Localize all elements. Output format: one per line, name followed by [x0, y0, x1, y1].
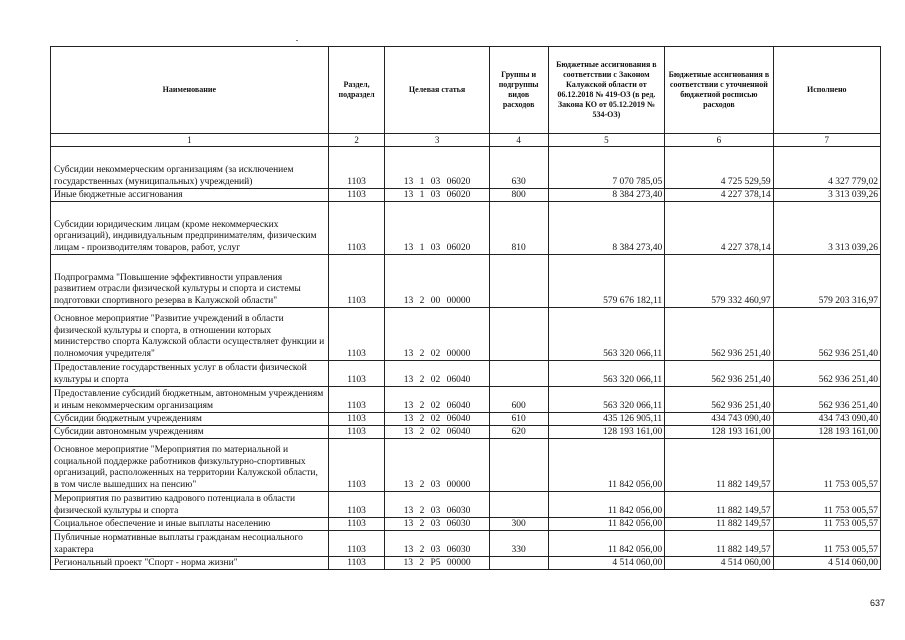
row-section: 1103 [328, 413, 385, 426]
row-refined-amount: 4 514 060,00 [665, 557, 773, 570]
row-target: 13 2 02 00000 [385, 308, 489, 361]
header-section: Раздел, подраздел [328, 47, 385, 134]
row-name: Основное мероприятие "Мероприятия по материальной и социальной поддержке работников физкультурно-спортивных организаций, расположенных на территории Калужской области, в том числе вышедших на пенсию" [51, 439, 329, 492]
row-executed-amount: 434 743 090,40 [773, 413, 880, 426]
row-target: 13 2 02 06040 [385, 387, 489, 413]
row-section: 1103 [328, 202, 385, 255]
row-target: 13 2 03 06030 [385, 531, 489, 557]
row-law-amount: 8 384 273,40 [548, 202, 665, 255]
table-row [51, 202, 881, 255]
row-refined-amount: 128 193 161,00 [665, 426, 773, 439]
row-law-amount: 7 070 785,05 [548, 147, 665, 189]
row-law-amount: 128 193 161,00 [548, 426, 665, 439]
table-row [51, 308, 881, 361]
table-row [51, 387, 881, 413]
row-name: Социальное обеспечение и иные выплаты населению [51, 518, 329, 531]
row-target: 13 2 02 06040 [385, 361, 489, 387]
row-refined-amount: 11 882 149,57 [665, 531, 773, 557]
column-number-row [51, 134, 881, 147]
row-executed-amount: 11 753 005,57 [773, 531, 880, 557]
table-row [51, 147, 881, 189]
budget-table-sheet [50, 46, 881, 570]
row-executed-amount: 11 753 005,57 [773, 518, 880, 531]
row-law-amount: 579 676 182,11 [548, 255, 665, 308]
row-refined-amount: 4 227 378,14 [665, 202, 773, 255]
col-number: 5 [548, 134, 665, 147]
row-group [489, 439, 548, 492]
table-row [51, 413, 881, 426]
row-section: 1103 [328, 426, 385, 439]
table-row [51, 492, 881, 518]
row-law-amount: 563 320 066,11 [548, 361, 665, 387]
row-refined-amount: 562 936 251,40 [665, 308, 773, 361]
row-executed-amount: 562 936 251,40 [773, 308, 880, 361]
row-group: 610 [489, 413, 548, 426]
row-section: 1103 [328, 255, 385, 308]
row-executed-amount: 579 203 316,97 [773, 255, 880, 308]
row-group: 630 [489, 147, 548, 189]
row-law-amount: 11 842 056,00 [548, 531, 665, 557]
col-number: 6 [665, 134, 773, 147]
row-law-amount: 4 514 060,00 [548, 557, 665, 570]
row-group [489, 308, 548, 361]
row-target: 13 2 00 00000 [385, 255, 489, 308]
header-law-allocations: Бюджетные ассигнования в соответствии с Законом Калужской области от 06.12.2018 № 419-ОЗ (в ред. Закона КО от 05.12.2019 № 534-ОЗ) [548, 47, 665, 134]
row-target: 13 1 03 06020 [385, 147, 489, 189]
row-executed-amount: 4 514 060,00 [773, 557, 880, 570]
table-row [51, 557, 881, 570]
row-executed-amount: 3 313 039,26 [773, 189, 880, 202]
row-law-amount: 11 842 056,00 [548, 439, 665, 492]
row-group [489, 557, 548, 570]
table-row [51, 255, 881, 308]
row-group [489, 255, 548, 308]
row-refined-amount: 4 725 529,59 [665, 147, 773, 189]
row-law-amount: 8 384 273,40 [548, 189, 665, 202]
row-name: Мероприятия по развитию кадрового потенциала в области физической культуры и спорта [51, 492, 329, 518]
col-number: 7 [773, 134, 880, 147]
col-number: 1 [51, 134, 329, 147]
row-name: Субсидии бюджетным учреждениям [51, 413, 329, 426]
scan-speck [296, 40, 298, 41]
row-name: Региональный проект "Спорт - норма жизни" [51, 557, 329, 570]
table-row [51, 426, 881, 439]
row-refined-amount: 11 882 149,57 [665, 492, 773, 518]
row-section: 1103 [328, 492, 385, 518]
header-target: Целевая статья [385, 47, 489, 134]
page-number: 637 [869, 598, 885, 608]
row-group: 600 [489, 387, 548, 413]
row-name: Основное мероприятие "Развитие учреждений в области физической культуры и спорта, в отношении которых министерство спорта Калужской области осуществляет функции и полномочия учредителя" [51, 308, 329, 361]
row-group: 620 [489, 426, 548, 439]
row-name: Публичные нормативные выплаты гражданам несоциального характера [51, 531, 329, 557]
table-row [51, 518, 881, 531]
table-row [51, 531, 881, 557]
row-section: 1103 [328, 387, 385, 413]
row-section: 1103 [328, 189, 385, 202]
budget-table [50, 46, 881, 570]
row-executed-amount: 11 753 005,57 [773, 439, 880, 492]
row-refined-amount: 11 882 149,57 [665, 518, 773, 531]
row-law-amount: 563 320 066,11 [548, 387, 665, 413]
header-row [51, 47, 881, 134]
header-name: Наименование [51, 47, 329, 134]
header-groups: Группы и подгруппы видов расходов [489, 47, 548, 134]
row-refined-amount: 4 227 378,14 [665, 189, 773, 202]
row-section: 1103 [328, 308, 385, 361]
col-number: 2 [328, 134, 385, 147]
row-law-amount: 11 842 056,00 [548, 492, 665, 518]
row-refined-amount: 562 936 251,40 [665, 361, 773, 387]
row-executed-amount: 562 936 251,40 [773, 387, 880, 413]
row-law-amount: 435 126 905,11 [548, 413, 665, 426]
row-law-amount: 11 842 056,00 [548, 518, 665, 531]
row-group: 300 [489, 518, 548, 531]
row-target: 13 1 03 06020 [385, 202, 489, 255]
row-refined-amount: 434 743 090,40 [665, 413, 773, 426]
row-section: 1103 [328, 147, 385, 189]
row-refined-amount: 579 332 460,97 [665, 255, 773, 308]
row-target: 13 2 02 06040 [385, 426, 489, 439]
row-section: 1103 [328, 531, 385, 557]
row-refined-amount: 562 936 251,40 [665, 387, 773, 413]
row-group [489, 361, 548, 387]
table-row [51, 439, 881, 492]
row-executed-amount: 11 753 005,57 [773, 492, 880, 518]
row-group: 800 [489, 189, 548, 202]
row-section: 1103 [328, 518, 385, 531]
row-group [489, 492, 548, 518]
header-executed: Исполнено [773, 47, 880, 134]
row-executed-amount: 562 936 251,40 [773, 361, 880, 387]
row-target: 13 2 03 00000 [385, 439, 489, 492]
table-row [51, 361, 881, 387]
row-name: Субсидии некоммерческим организациям (за исключением государственных (муниципальных) учреждений) [51, 147, 329, 189]
row-target: 13 2 03 06030 [385, 518, 489, 531]
row-executed-amount: 3 313 039,26 [773, 202, 880, 255]
row-section: 1103 [328, 439, 385, 492]
row-target: 13 2 02 06040 [385, 413, 489, 426]
row-name: Предоставление государственных услуг в области физической культуры и спорта [51, 361, 329, 387]
row-name: Субсидии автономным учреждениям [51, 426, 329, 439]
row-target: 13 2 P5 00000 [385, 557, 489, 570]
row-target: 13 2 03 06030 [385, 492, 489, 518]
row-refined-amount: 11 882 149,57 [665, 439, 773, 492]
row-name: Предоставление субсидий бюджетным, автономным учреждениям и иным некоммерческим организациям [51, 387, 329, 413]
row-name: Субсидии юридическим лицам (кроме некоммерческих организаций), индивидуальным предпринимателям, физическим лицам - производителям товаров, работ, услуг [51, 202, 329, 255]
row-target: 13 1 03 06020 [385, 189, 489, 202]
row-name: Иные бюджетные ассигнования [51, 189, 329, 202]
col-number: 3 [385, 134, 489, 147]
row-section: 1103 [328, 361, 385, 387]
row-group: 330 [489, 531, 548, 557]
row-law-amount: 563 320 066,11 [548, 308, 665, 361]
row-executed-amount: 4 327 779,02 [773, 147, 880, 189]
row-name: Подпрограмма "Повышение эффективности управления развитием отрасли физической культуры и спорта и системы подготовки спортивного резерва в Калужской области" [51, 255, 329, 308]
row-section: 1103 [328, 557, 385, 570]
col-number: 4 [489, 134, 548, 147]
row-group: 810 [489, 202, 548, 255]
table-row [51, 189, 881, 202]
header-refined-allocations: Бюджетные ассигнования в соответствии с уточненной бюджетной росписью расходов [665, 47, 773, 134]
row-executed-amount: 128 193 161,00 [773, 426, 880, 439]
